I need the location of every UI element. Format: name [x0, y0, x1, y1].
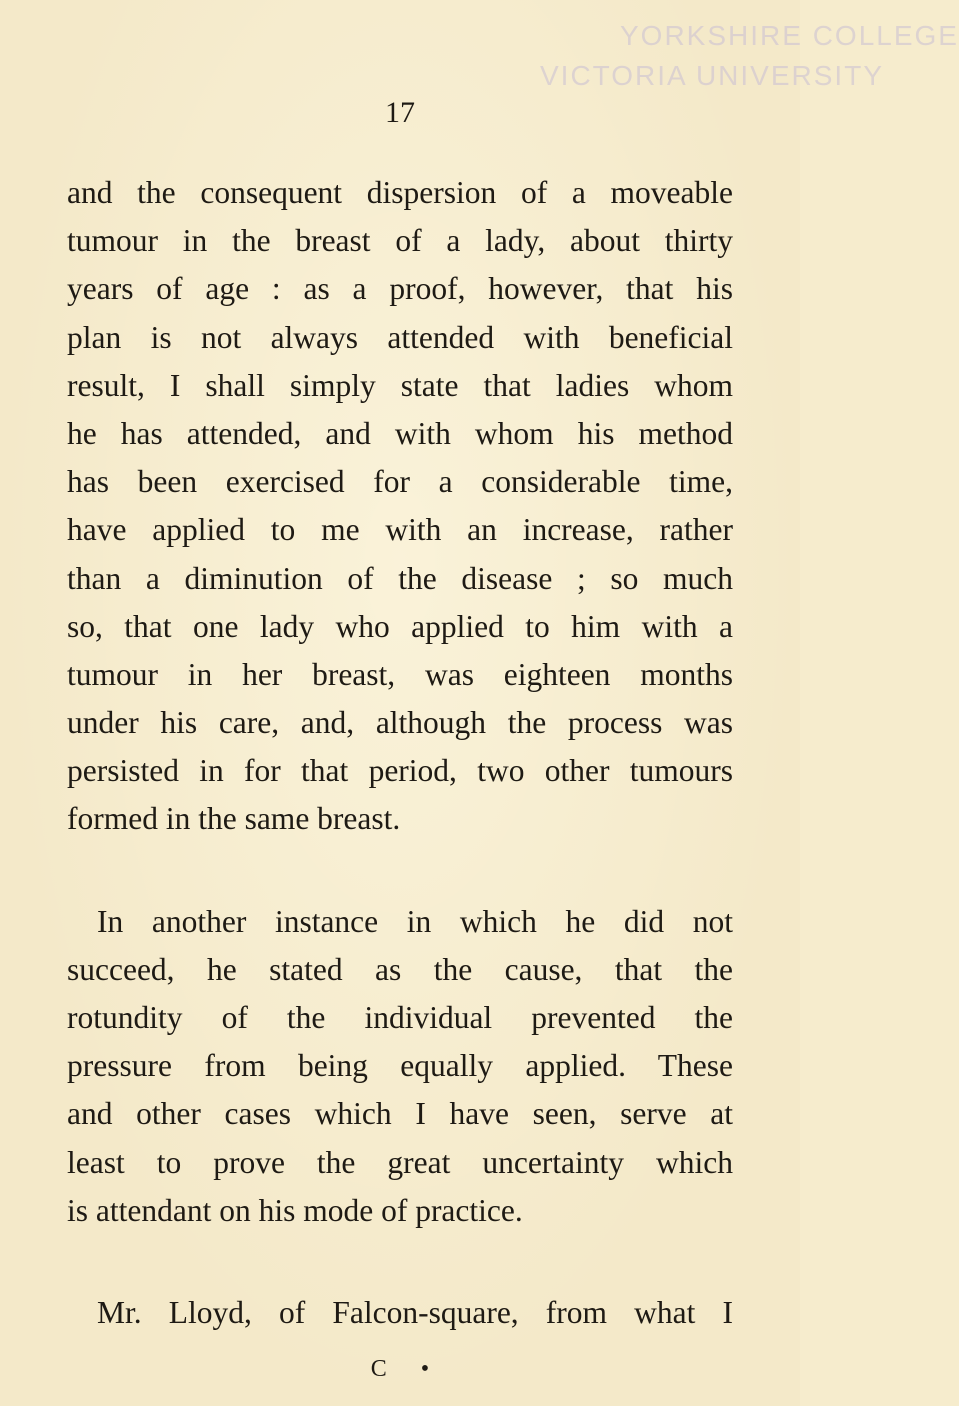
text-line: tumour in her breast, was eighteen months: [67, 656, 733, 692]
text-line: so, that one lady who applied to him with a: [67, 608, 733, 644]
text-line: and other cases which I have seen, serve at: [67, 1096, 733, 1132]
paragraph-gap: [67, 1235, 733, 1289]
paragraph-1: [67, 169, 733, 844]
stamp-line-2: VICTORIA UNIVERSITY: [540, 60, 884, 91]
text-line: succeed, he stated as the cause, that the: [67, 951, 733, 987]
text-line: is attendant on his mode of practice.: [67, 1192, 523, 1228]
text-line: and the consequent dispersion of a moveable: [67, 175, 733, 210]
text-line: has been exercised for a considerable time,: [67, 464, 733, 500]
text-line: he has attended, and with whom his method: [67, 415, 733, 451]
text-line: plan is not always attended with beneficial: [67, 319, 733, 355]
stamp-line-1: YORKSHIRE COLLEGE: [620, 20, 959, 51]
signature-dot: •: [420, 1356, 430, 1382]
text-line: In another instance in which he did not: [97, 903, 733, 939]
text-line: under his care, and, although the process was: [67, 705, 733, 741]
text-line: result, I shall simply state that ladies whom: [67, 367, 733, 403]
text-line: years of age : as a proof, however, that his: [67, 271, 733, 307]
signature-mark: [0, 1357, 800, 1381]
library-stamp: [480, 10, 959, 100]
text-line: persisted in for that period, two other tumours: [67, 753, 733, 789]
page-number: 17: [385, 96, 415, 129]
paragraph-3: [67, 1289, 733, 1337]
text-line: pressure from being equally applied. These: [67, 1048, 733, 1084]
paragraph-2: [67, 898, 733, 1235]
text-line: than a diminution of the disease ; so much: [67, 560, 733, 596]
text-line: formed in the same breast.: [67, 801, 401, 837]
text-line: rotundity of the individual prevented the: [67, 1000, 733, 1035]
signature-letter: C: [370, 1356, 387, 1382]
text-line: least to prove the great uncertainty which: [67, 1144, 733, 1180]
paragraph-gap: [67, 844, 733, 898]
text-line: Mr. Lloyd, of Falcon-square, from what I: [97, 1294, 733, 1330]
text-line: tumour in the breast of a lady, about thirty: [67, 223, 733, 259]
text-line: have applied to me with an increase, rather: [67, 512, 733, 548]
body-text: [67, 169, 733, 1337]
